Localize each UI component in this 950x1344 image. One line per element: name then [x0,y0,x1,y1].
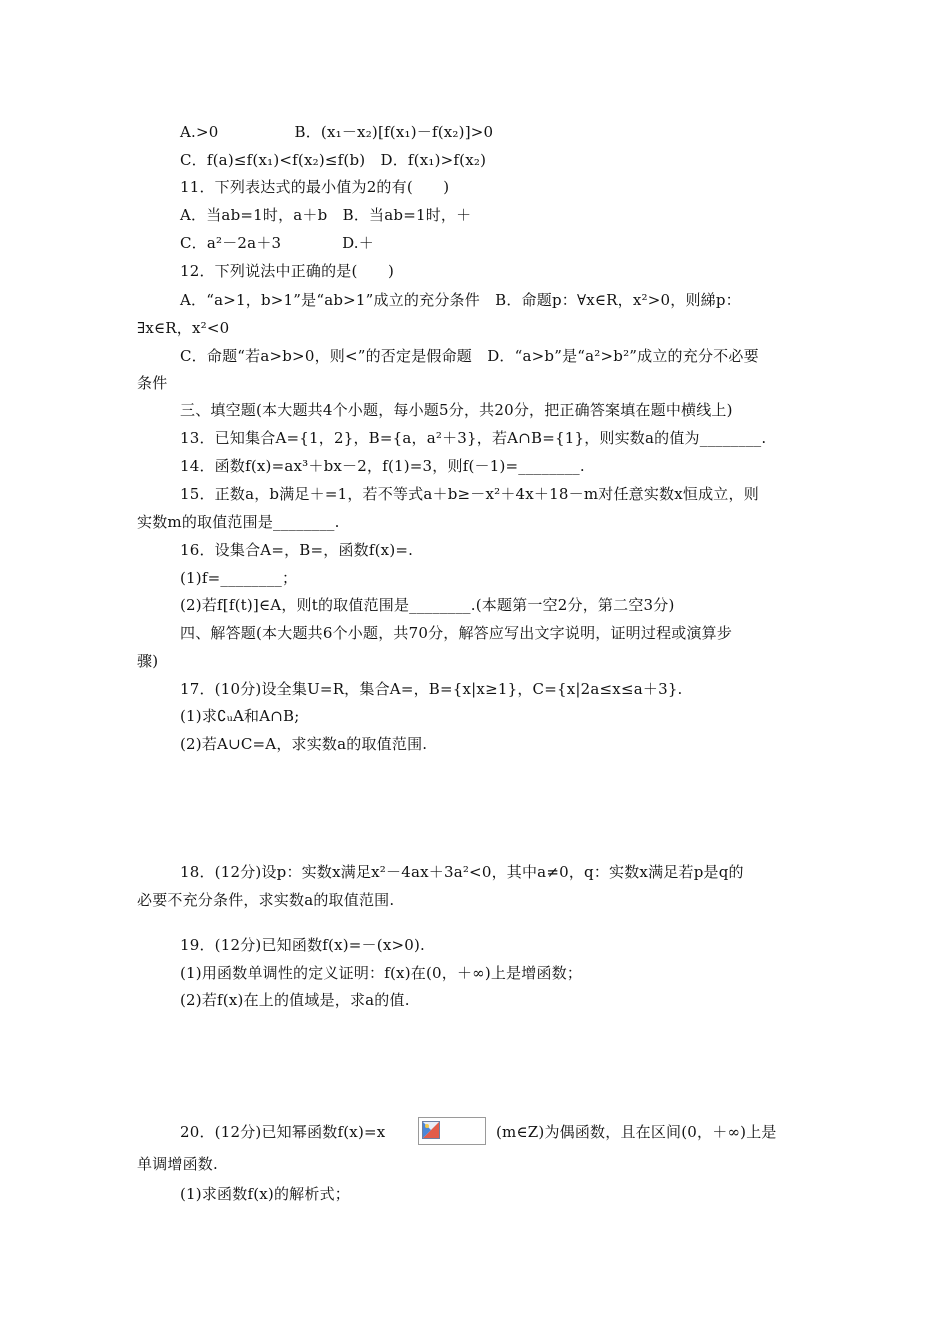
question-12-options-ab: A．“a>1，b>1”是“ab>1”成立的充分条件 B．命题p：∀x∈R，x²>0，则綈p： [180,291,741,309]
question-12: 12．下列说法中正确的是( ) [180,262,394,280]
question-19-part-2: (2)若f(x)在上的值域是，求a的值. [180,991,410,1009]
question-17-part-1: (1)求∁ᵤA和A∩B; [180,707,300,725]
section-3-heading: 三、填空题(本大题共4个小题，每小题5分，共20分，把正确答案填在题中横线上) [180,401,733,419]
question-12-options-cd: C．命题“若a>b>0，则<”的否定是假命题 D．“a>b”是“a²>b²”成立的充分不必要 [180,347,759,365]
question-16-part-1: (1)f=________； [180,569,298,587]
question-17-part-2: (2)若A∪C=A，求实数a的取值范围. [180,735,428,753]
question-11-options-ab: A．当ab=1时，a＋b B．当ab=1时，＋ [180,206,472,224]
option-line-a-b: A.>0 B．(x₁－x₂)[f(x₁)－f(x₂)]>0 [180,123,494,141]
question-16: 16．设集合A=，B=，函数f(x)=. [180,541,414,559]
question-20-cont: 单调增函数. [137,1155,218,1173]
question-11: 11．下列表达式的最小值为2的有( ) [180,178,450,196]
question-11-options-cd: C．a²－2a＋3 D.＋ [180,234,374,252]
question-18-cont: 必要不充分条件，求实数a的取值范围. [137,891,395,909]
section-4-heading: 四、解答题(本大题共6个小题，共70分，解答应写出文字说明，证明过程或演算步 [180,624,733,642]
section-4-heading-cont: 骤) [137,652,159,670]
question-15-cont: 实数m的取值范围是________. [137,513,340,531]
broken-image-icon [418,1117,486,1145]
question-16-part-2: (2)若f[f(t)]∈A，则t的取值范围是________.(本题第一空2分，第二空3分) [180,596,675,614]
option-line-c-d: C．f(a)≤f(x₁)<f(x₂)≤f(b) D．f(x₁)>f(x₂) [180,151,487,169]
question-17: 17．(10分)设全集U=R，集合A=，B={x|x≥1}，C={x|2a≤x≤a＋3}. [180,680,683,698]
image-placeholder-icon [422,1121,440,1139]
question-18: 18．(12分)设p：实数x满足x²－4ax＋3a²<0，其中a≠0，q：实数x满足若p是q的 [180,863,744,881]
question-20: 20．(12分)已知幂函数f(x)=x [180,1123,386,1141]
question-12-options-ab-cont: ∃x∈R，x²<0 [137,319,230,337]
question-13: 13．已知集合A={1，2}，B={a，a²＋3}，若A∩B={1}，则实数a的值为________. [180,429,767,447]
question-15: 15．正数a，b满足＋=1，若不等式a＋b≥－x²＋4x＋18－m对任意实数x恒成立，则 [180,485,759,503]
question-19-part-1: (1)用函数单调性的定义证明：f(x)在(0，＋∞)上是增函数； [180,964,583,982]
question-20-tail: (m∈Z)为偶函数，且在区间(0，＋∞)上是 [496,1123,777,1141]
question-12-options-cd-cont: 条件 [137,374,168,392]
question-14: 14．函数f(x)=ax³＋bx－2，f(1)=3，则f(－1)=________. [180,457,585,475]
question-19: 19．(12分)已知函数f(x)=－(x>0). [180,936,426,954]
question-20-part-1: (1)求函数f(x)的解析式； [180,1185,350,1203]
